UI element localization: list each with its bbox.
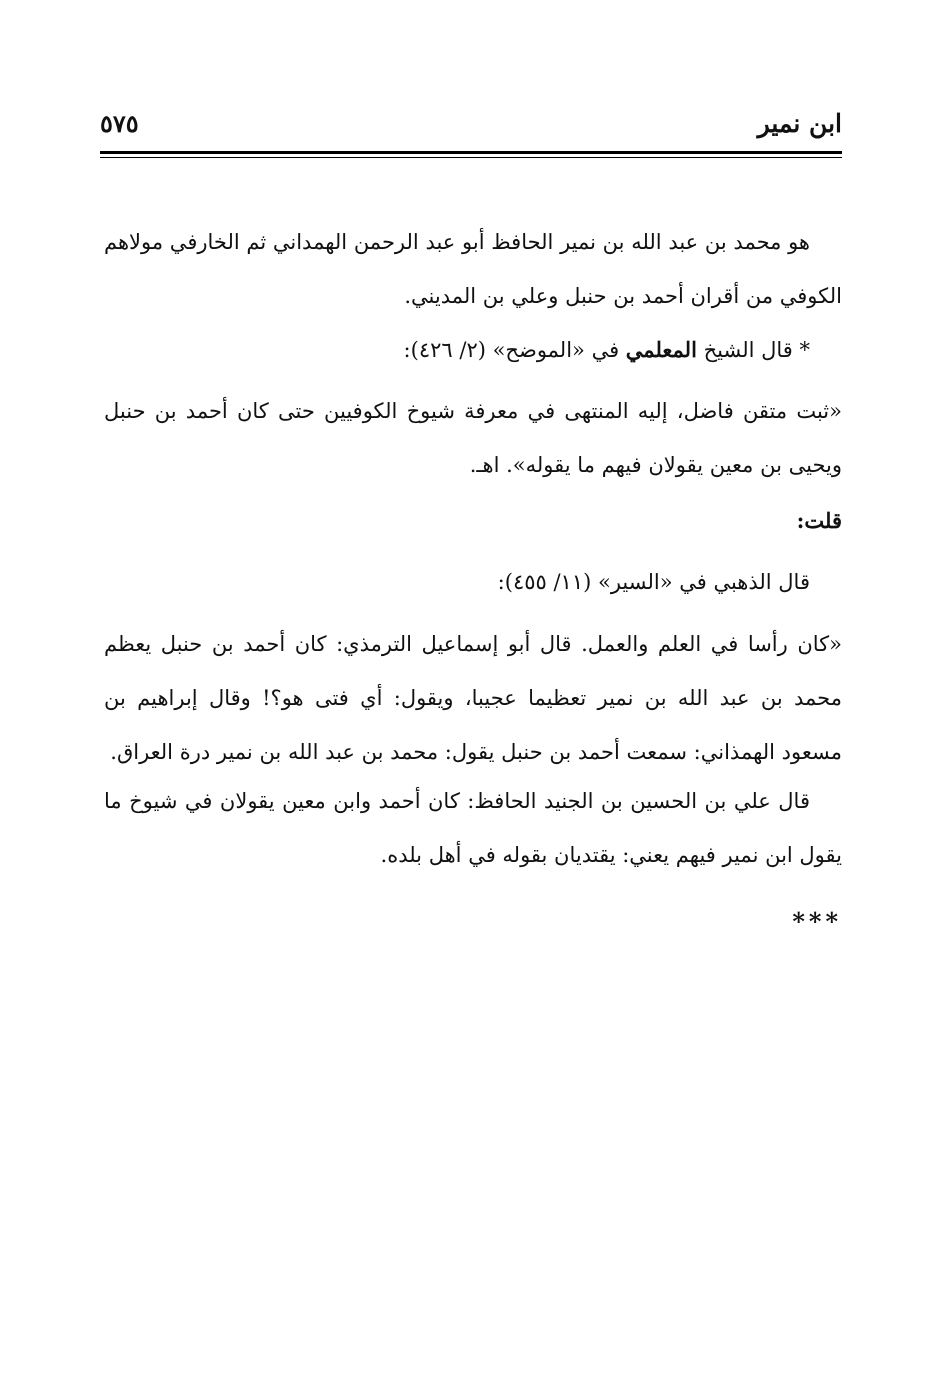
- section-separator: ***: [792, 907, 842, 936]
- note-heading: قلت:: [796, 508, 842, 533]
- page-number: ٥٧٥: [100, 108, 139, 138]
- citation-prefix: * قال الشيخ: [696, 338, 810, 362]
- page-header: [100, 100, 842, 146]
- dhahabi-citation: قال الذهبي في «السير» (١١/ ٤٥٥):: [497, 570, 810, 594]
- header-rule-thin: [100, 157, 842, 158]
- dhahabi-quote: «كان رأسا في العلم والعمل. قال أبو إسماعيل الترمذي: كان أحمد بن حنبل يعظم محمد بن عبد الله بن نمير تعظيما عجيبا، ويقول: أي فتى هو؟! وقال إبراهيم بن مسعود الهمذاني: سمعت أحمد بن حنبل يقول: محمد بن عبد الله بن نمير درة العراق.: [104, 632, 842, 764]
- citation-heading: [104, 323, 842, 377]
- ibn-junaid-paragraph: قال علي بن الحسين بن الجنيد الحافظ: كان أحمد وابن معين يقولان في شيوخ ما يقول ابن نمير فيهم يعني: يقتديان بقوله في أهل بلده.: [104, 789, 842, 867]
- quote-paragraph: «ثبت متقن فاضل، إليه المنتهى في معرفة شيوخ الكوفيين حتى كان أحمد بن حنبل ويحيى بن معين يقولان فيهم ما يقوله». اهـ.: [104, 399, 842, 477]
- header-rule-thick: [100, 151, 842, 154]
- citation-suffix: في «الموضح» (٢/ ٤٢٦):: [403, 338, 626, 362]
- scholar-name: المعلمي: [625, 337, 697, 362]
- biography-paragraph: هو محمد بن عبد الله بن نمير الحافظ أبو عبد الرحمن الهمداني ثم الخارفي مولاهم الكوفي من أقران أحمد بن حنبل وعلي بن المديني.: [104, 230, 842, 308]
- running-title: ابن نمير: [757, 108, 842, 138]
